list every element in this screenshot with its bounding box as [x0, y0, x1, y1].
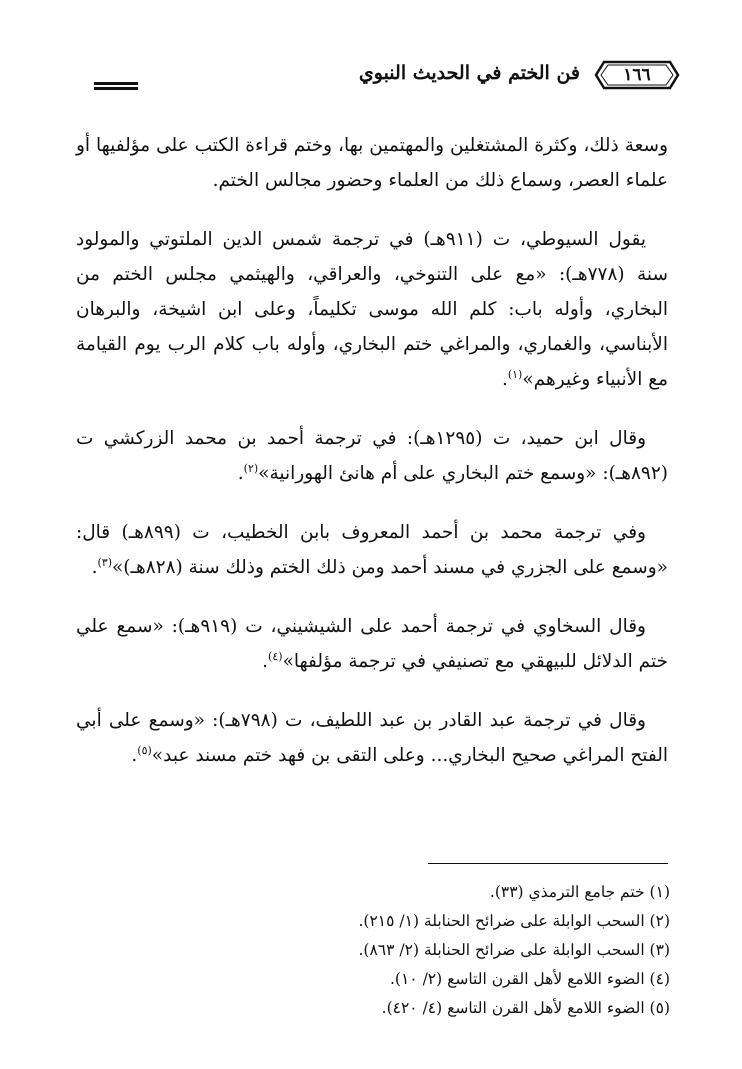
- page-number: ١٦٦: [623, 65, 651, 85]
- page-header: [80, 58, 680, 98]
- period: .: [131, 745, 138, 766]
- footnote: (٢) السحب الوابلة على ضرائح الحنابلة (١/ ٢١٥).: [358, 912, 670, 930]
- footnote: (٥) الضوء اللامع لأهل القرن التاسع (٤/ ٤٢٠).: [381, 999, 670, 1017]
- period: .: [262, 651, 269, 672]
- footnote: (١) ختم جامع الترمذي (٣٣).: [489, 883, 670, 901]
- paragraph: [76, 222, 668, 397]
- page-number-ornament: [594, 60, 680, 90]
- paragraph-text: وسعة ذلك، وكثرة المشتغلين والمهتمين بها، وختم قراءة الكتب على مؤلفيها أو علماء العصر، وسماع ذلك من العلماء وحضور مجالس الختم.: [76, 135, 668, 191]
- footnote-ref: (٥): [137, 743, 152, 757]
- paragraph-text: يقول السيوطي، ت (٩١١هـ) في ترجمة شمس الدين الملتوتي والمولود سنة (٧٧٨هـ): «مع على التنوخي، والعراقي، والهيثمي مجلس الختم من البخاري، وأوله باب: كلم الله موسى تكليماً، وعلى ابن اشيخة، والبرهان الأبناسي، والغماري، والمراغي ختم البخاري، وأوله باب كلام الرب يوم القيامة مع الأنبياء وغيرهم»: [76, 229, 668, 390]
- main-text: [76, 128, 668, 797]
- paragraph: [76, 703, 668, 773]
- running-title: فن الختم في الحديث النبوي: [358, 62, 580, 84]
- paragraph: [76, 421, 668, 491]
- footnote-ref: (٣): [97, 555, 112, 569]
- footnote-ref: (٤): [268, 649, 283, 663]
- paragraph-text: وقال السخاوي في ترجمة أحمد على الشيشيني، ت (٩١٩هـ): «سمع علي ختم الدلائل للبيهقي مع تصنيفي في ترجمة مؤلفها»: [76, 616, 668, 672]
- paragraph-text: وقال ابن حميد، ت (١٢٩٥هـ): في ترجمة أحمد بن محمد الزركشي ت (٨٩٢هـ): «وسمع ختم البخاري على أم هانئ الهورانية»: [76, 428, 668, 484]
- footnote: (٤) الضوء اللامع لأهل القرن التاسع (٢/ ١٠).: [390, 970, 670, 988]
- header-rule: [94, 82, 138, 90]
- footnote: (٣) السحب الوابلة على ضرائح الحنابلة (٢/ ٨٦٣).: [358, 941, 670, 959]
- paragraph: [76, 128, 668, 198]
- footnote-ref: (٢): [243, 461, 259, 475]
- paragraph: [76, 515, 668, 585]
- period: .: [237, 463, 244, 484]
- period: .: [501, 369, 508, 390]
- paragraph-text: وقال في ترجمة عبد القادر بن عبد اللطيف، ت (٧٩٨هـ): «وسمع على أبي الفتح المراغي صحيح البخاري... وعلى التقى بن فهد ختم مسند عبد»: [76, 710, 668, 766]
- footnote-ref: (١): [507, 367, 523, 381]
- footnotes: [110, 878, 670, 1023]
- period: .: [91, 557, 98, 578]
- paragraph: [76, 609, 668, 679]
- paragraph-text: وفي ترجمة محمد بن أحمد المعروف بابن الخطيب، ت (٨٩٩هـ) قال: «وسمع على الجزري في مسند أحمد ومن ذلك الختم وذلك سنة (٨٢٨هـ)»: [76, 522, 668, 578]
- footnote-separator: [428, 863, 668, 864]
